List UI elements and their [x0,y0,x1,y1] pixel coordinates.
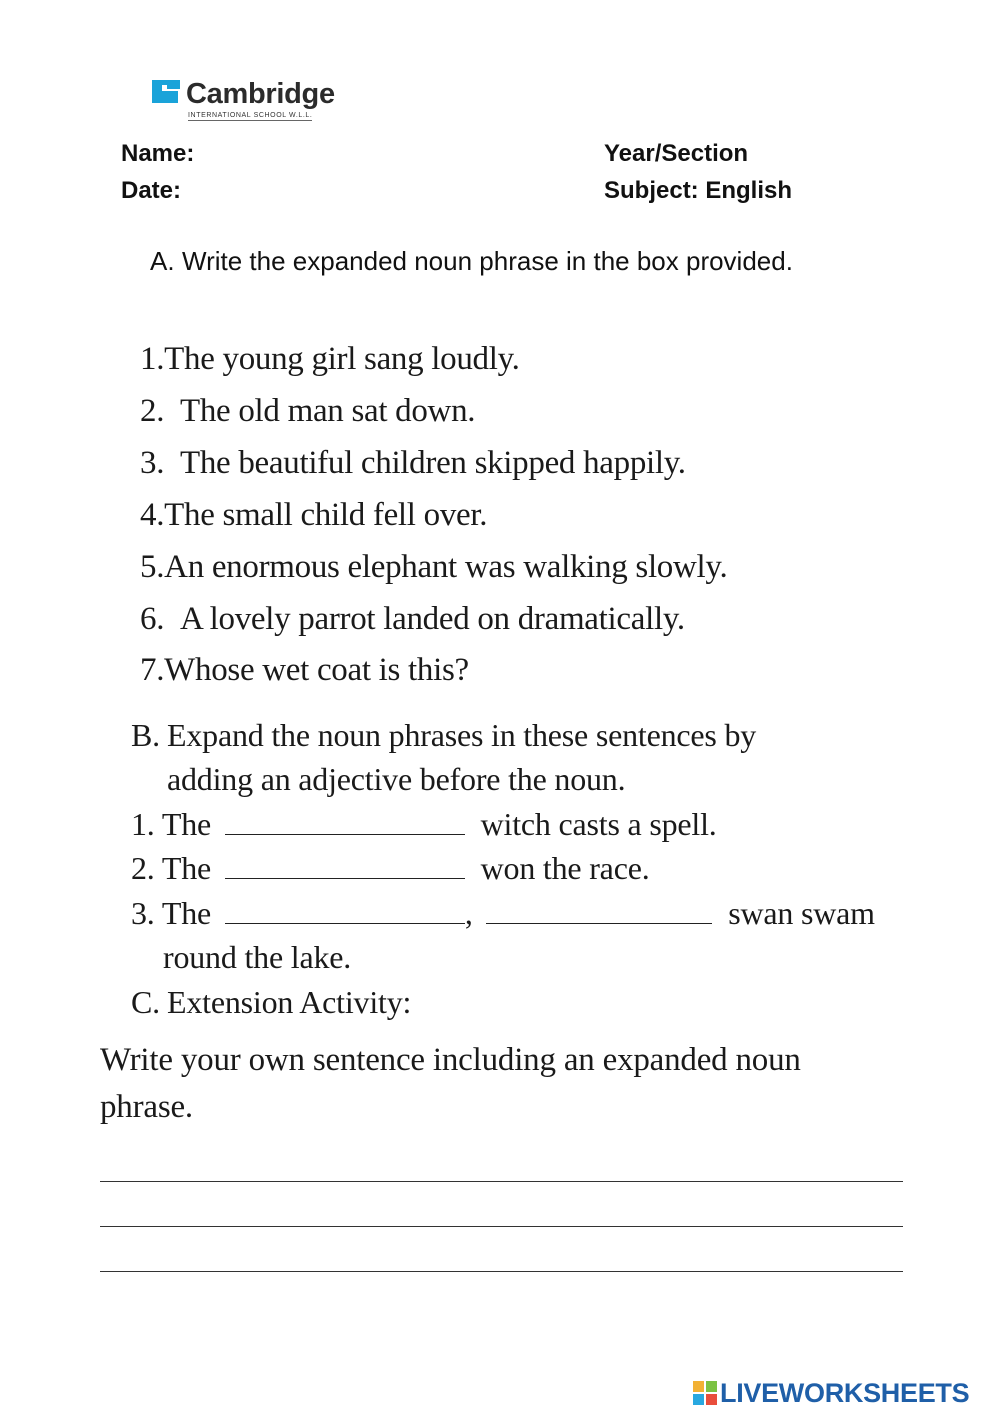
name-label: Name: [121,140,195,167]
fill-in-sentence-continuation: round the lake. [163,939,352,975]
school-logo [150,76,360,128]
logo-subtitle: INTERNATIONAL SCHOOL W.L.L. [188,112,313,119]
section-a-text: Write the expanded noun phrase in the box provided. [182,246,793,276]
writing-line[interactable] [100,1181,903,1182]
date-label: Date: [121,177,182,204]
list-item: 4.The small child fell over. [140,497,488,533]
year-section-label: Year/Section [604,140,749,167]
cambridge-logo-icon [150,76,182,106]
liveworksheets-brand [692,1376,992,1410]
logo-wordmark: Cambridge [186,78,335,110]
section-b-heading [131,715,756,755]
fill-in-sentence: 3. The , swan swam [131,895,875,931]
fill-in-sentence: 2. The won the race. [131,850,650,886]
list-item: 1.The young girl sang loudly. [140,341,520,377]
section-c-prompt-line1: Write your own sentence including an expanded noun [100,1042,801,1078]
list-item: 5.An enormous elephant was walking slowly. [140,549,728,585]
writing-line[interactable] [100,1226,903,1227]
answer-blank[interactable] [225,848,465,879]
list-item: 6. A lovely parrot landed on dramatically. [140,601,685,637]
list-item: 3. The beautiful children skipped happily. [140,445,686,481]
answer-blank[interactable] [225,893,465,924]
section-b-instruction-line2: adding an adjective before the noun. [167,761,626,797]
section-c-letter: C. [131,984,160,1020]
section-c-heading [131,982,411,1022]
section-b-instruction-line1: Expand the noun phrases in these sentences by [167,717,757,753]
liveworksheets-logo-icon [692,1380,718,1406]
answer-blank[interactable] [486,893,712,924]
answer-blank[interactable] [225,804,465,835]
fill-in-sentence: 1. The witch casts a spell. [131,806,717,842]
subject-label: Subject: English [604,177,793,204]
list-item: 2. The old man sat down. [140,393,476,429]
brand-name: LIVEWORKSHEETS [720,1378,970,1408]
section-c-title: Extension Activity: [167,984,412,1020]
section-b-letter: B. [131,717,160,753]
list-item: 7.Whose wet coat is this? [140,652,469,688]
section-a-letter: A. [150,246,175,276]
section-c-prompt-line2: phrase. [100,1089,193,1125]
writing-line[interactable] [100,1271,903,1272]
